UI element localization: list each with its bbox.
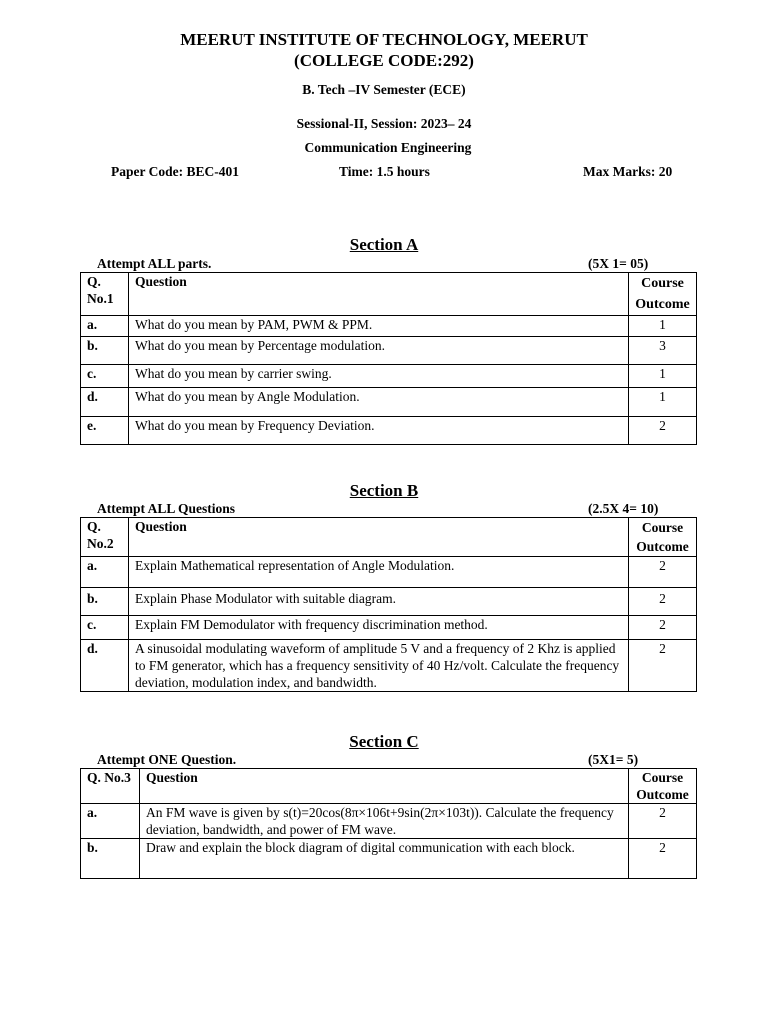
course-outcome: 1	[629, 365, 697, 388]
part-label: e.	[81, 417, 129, 445]
outcome-header: Course Outcome	[629, 518, 697, 557]
question-text: Explain Phase Modulator with suitable diagram.	[129, 588, 629, 616]
question-text: What do you mean by Frequency Deviation.	[129, 417, 629, 445]
qno-header: Q. No.2	[81, 518, 129, 557]
section-c-title: Section C	[349, 732, 419, 751]
section-b-marks: (2.5X 4= 10)	[588, 501, 659, 516]
course-outcome: 2	[629, 616, 697, 640]
qno-header: Q. No.1	[81, 273, 129, 316]
session-line: Sessional-II, Session: 2023– 24	[296, 116, 472, 131]
section-c-instruction: Attempt ONE Question.	[97, 752, 237, 767]
qno-header: Q. No.3	[81, 769, 140, 804]
part-label: b.	[81, 839, 140, 879]
part-label: a.	[81, 804, 140, 839]
question-text: A sinusoidal modulating waveform of amplitude 5 V and a frequency of 2 Khz is applied to FM generator, which has a frequency sensitivity of 40 Hz/volt. Calculate the frequency deviation, modulation index, and bandwidth.	[129, 640, 629, 692]
question-header: Question	[129, 518, 629, 557]
subject-line: Communication Engineering	[304, 140, 472, 155]
question-text: Explain FM Demodulator with frequency discrimination method.	[129, 616, 629, 640]
semester-line: B. Tech –IV Semester (ECE)	[302, 82, 466, 97]
question-text: An FM wave is given by s(t)=20cos(8π×106t+9sin(2π×103t)). Calculate the frequency deviation, bandwidth, and power of FM wave.	[140, 804, 629, 839]
course-outcome: 2	[629, 839, 697, 879]
part-label: d.	[81, 388, 129, 417]
table-header-row	[81, 273, 697, 316]
part-label: b.	[81, 588, 129, 616]
table-row	[81, 388, 697, 417]
course-outcome: 1	[629, 316, 697, 337]
question-text: What do you mean by Percentage modulation.	[129, 337, 629, 365]
course-outcome: 1	[629, 388, 697, 417]
part-label: a.	[81, 557, 129, 588]
section-b-table	[80, 517, 697, 692]
max-marks: Max Marks: 20	[583, 164, 673, 179]
table-row	[81, 417, 697, 445]
table-row	[81, 337, 697, 365]
table-row	[81, 588, 697, 616]
question-text: What do you mean by PAM, PWM & PPM.	[129, 316, 629, 337]
course-outcome: 2	[629, 640, 697, 692]
table-row	[81, 316, 697, 337]
table-header-row	[81, 769, 697, 804]
exam-time: Time: 1.5 hours	[339, 164, 430, 179]
outcome-header: Course Outcome	[629, 273, 697, 316]
section-a-table	[80, 272, 697, 445]
question-text: What do you mean by Angle Modulation.	[129, 388, 629, 417]
table-row	[81, 640, 697, 692]
part-label: c.	[81, 616, 129, 640]
course-outcome: 2	[629, 588, 697, 616]
section-a-marks: (5X 1= 05)	[588, 256, 649, 271]
paper-code: Paper Code: BEC-401	[111, 164, 239, 179]
section-b-title: Section B	[349, 481, 419, 500]
college-code: (COLLEGE CODE:292)	[294, 51, 474, 70]
course-outcome: 3	[629, 337, 697, 365]
section-c-table	[80, 768, 697, 879]
table-row	[81, 804, 697, 839]
table-header-row	[81, 518, 697, 557]
question-text: What do you mean by carrier swing.	[129, 365, 629, 388]
course-outcome: 2	[629, 557, 697, 588]
question-text: Explain Mathematical representation of Angle Modulation.	[129, 557, 629, 588]
course-outcome: 2	[629, 417, 697, 445]
question-text: Draw and explain the block diagram of digital communication with each block.	[140, 839, 629, 879]
table-row	[81, 557, 697, 588]
outcome-header: Course Outcome	[629, 769, 697, 804]
table-row	[81, 839, 697, 879]
part-label: a.	[81, 316, 129, 337]
part-label: b.	[81, 337, 129, 365]
section-c-marks: (5X1= 5)	[588, 752, 639, 767]
section-a-instruction: Attempt ALL parts.	[97, 256, 212, 271]
part-label: c.	[81, 365, 129, 388]
question-header: Question	[140, 769, 629, 804]
question-header: Question	[129, 273, 629, 316]
table-row	[81, 616, 697, 640]
institute-name: MEERUT INSTITUTE OF TECHNOLOGY, MEERUT	[180, 30, 588, 49]
part-label: d.	[81, 640, 129, 692]
table-row	[81, 365, 697, 388]
section-b-instruction: Attempt ALL Questions	[97, 501, 236, 516]
course-outcome: 2	[629, 804, 697, 839]
section-a-title: Section A	[349, 235, 419, 254]
